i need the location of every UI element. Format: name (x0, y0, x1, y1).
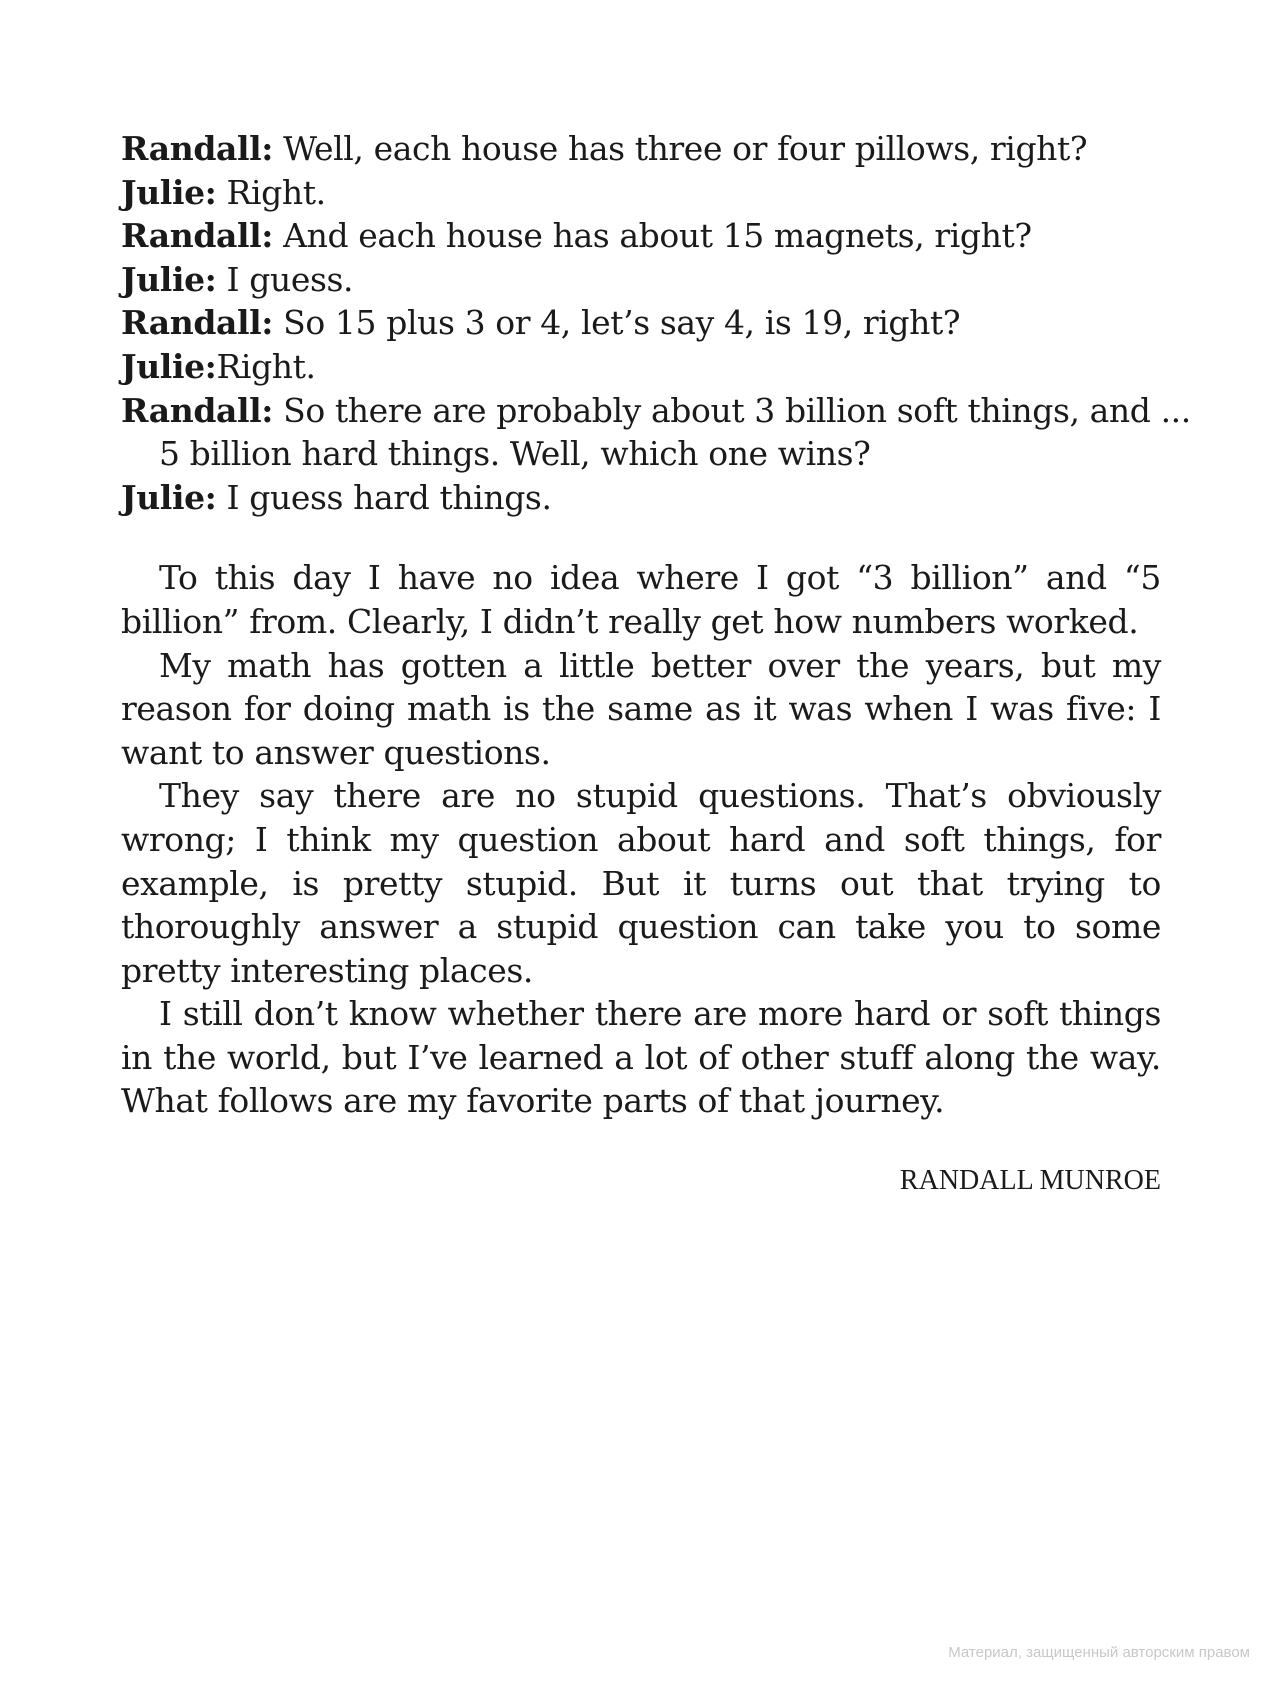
paragraph: My math has gotten a little better over the years, but my reason for doing math is the same as it was when I was five: I want to answer questions. (121, 645, 1161, 772)
speaker-name: Randall: (121, 390, 274, 430)
dialogue-line (121, 476, 1161, 520)
paragraph: They say there are no stupid questions. That’s obviously wrong; I think my question about hard and soft things, for example, is pretty stupid. But it turns out that trying to thoroughly answer a stupid question can take you to some pretty interesting places. (121, 776, 1161, 990)
dialogue-text: So there are probably about 3 billion soft things, and ... (273, 390, 1191, 430)
dialogue-line (121, 214, 1161, 258)
speaker-name: Randall: (121, 129, 274, 168)
speaker-name: Julie: (121, 346, 217, 386)
dialogue-line (121, 345, 1161, 389)
dialogue-text: I guess hard things. (216, 477, 552, 517)
dialogue-text: Right. (216, 172, 326, 212)
dialogue-text: I guess. (216, 259, 354, 299)
speaker-name: Julie: (121, 477, 217, 517)
speaker-name: Julie: (121, 259, 217, 299)
dialogue-line (121, 389, 1191, 433)
dialogue-line (121, 171, 1161, 215)
speaker-name: Randall: (121, 303, 274, 343)
author-signature: RANDALL MUNROE (899, 1165, 1161, 1197)
paragraph: I still don’t know whether there are more hard or soft things in the world, but I’ve learned a lot of other stuff along the way. What follows are my favorite parts of that journey. (121, 994, 1161, 1121)
dialogue-text: And each house has about 15 magnets, right? (273, 216, 1032, 256)
speaker-name: Randall: (121, 216, 274, 256)
dialogue-line (121, 301, 1161, 345)
copyright-watermark: Материал, защищенный авторским правом (948, 1644, 1250, 1661)
dialogue-text: 5 billion hard things. Well, which one wins? (159, 434, 871, 474)
dialogue (121, 127, 1191, 519)
speaker-name: Julie: (121, 172, 217, 212)
dialogue-text: So 15 plus 3 or 4, let’s say 4, is 19, right? (273, 303, 961, 343)
paragraph: To this day I have no idea where I got “3 billion” and “5 billion” from. Clearly, I didn’t really get how numbers worked. (121, 558, 1161, 641)
dialogue-line (121, 258, 1161, 302)
dialogue-line (121, 127, 1161, 171)
dialogue-text: Well, each house has three or four pillows, right? (273, 129, 1088, 168)
dialogue-line-continuation (121, 432, 1161, 476)
body-text (121, 556, 1161, 1123)
page-content (121, 127, 1191, 1197)
dialogue-text: Right. (216, 346, 316, 386)
